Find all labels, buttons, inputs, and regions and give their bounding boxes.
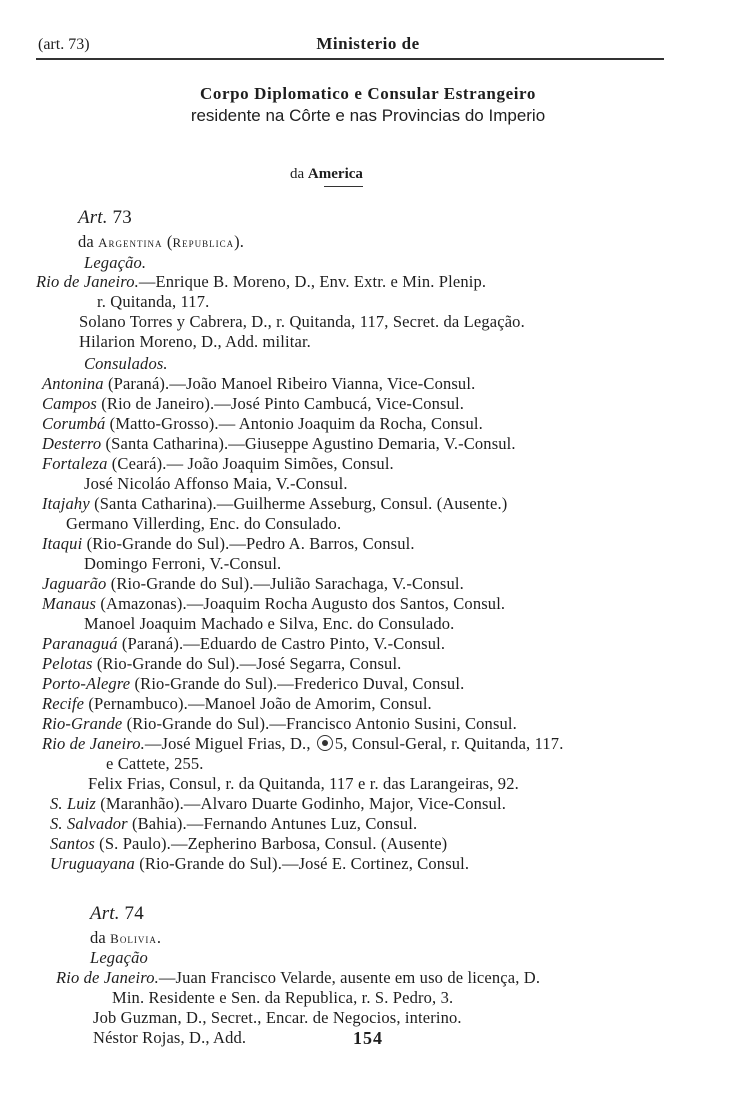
entry-line <box>42 734 563 754</box>
place-name: Itajahy <box>42 494 90 513</box>
entry-line <box>84 554 281 574</box>
entry-text: (Amazonas).—Joaquim Rocha Augusto dos Santos, Consul. <box>96 594 506 613</box>
place-name: Legação. <box>84 253 147 272</box>
entry-text: (Rio-Grande do Sul).—José E. Cortinez, Consul. <box>134 854 470 873</box>
section-underline <box>324 186 363 187</box>
place-name: Santos <box>50 834 95 853</box>
place-name: Fortaleza <box>42 454 108 473</box>
entry-line <box>42 374 475 394</box>
place-name: Rio de Janeiro. <box>36 272 139 291</box>
entry-text: e Cattete, 255. <box>106 754 204 773</box>
entry-line <box>42 714 517 734</box>
place-name: Consulados. <box>84 354 168 373</box>
article-number: 73 <box>107 207 132 228</box>
entry-line <box>66 514 341 534</box>
place-name: Rio de Janeiro. <box>56 968 159 987</box>
place-name: Art. <box>90 903 120 924</box>
entry-line <box>42 694 432 714</box>
place-name: Antonina <box>42 374 104 393</box>
entry-text: Manoel Joaquim Machado e Silva, Enc. do Consulado. <box>84 614 455 633</box>
place-name: Pelotas <box>42 654 93 673</box>
entry-text: (Rio-Grande do Sul).—Pedro A. Barros, Consul. <box>82 534 415 553</box>
entry-line <box>42 534 415 554</box>
entry-line <box>56 968 540 988</box>
place-name: Corumbá <box>42 414 106 433</box>
entry-line <box>42 594 505 614</box>
entry-text: Job Guzman, D., Secret., Encar. de Negocios, interino. <box>93 1008 462 1027</box>
entry-text: Domingo Ferroni, V.-Consul. <box>84 554 282 573</box>
country-name: Argentina <box>98 235 163 250</box>
entry-text: da <box>90 928 111 947</box>
entry-line <box>42 394 464 414</box>
entry-text: ( <box>162 232 173 251</box>
entry-line <box>79 312 525 332</box>
article-reference: (art. 73) <box>38 36 90 53</box>
place-name: Recife <box>42 694 85 713</box>
entry-text: José Nicoláo Affonso Maia, V.-Consul. <box>84 474 348 493</box>
entry-line <box>42 494 507 514</box>
country-name: Bolivia <box>110 931 157 946</box>
page-subtitle: residente na Côrte e nas Provincias do Imperio <box>190 106 546 125</box>
entry-line <box>42 414 483 434</box>
entry-line <box>50 814 417 834</box>
entry-line <box>42 674 464 694</box>
place-name: S. Salvador <box>50 814 128 833</box>
entry-text: ). <box>234 232 245 251</box>
crest-icon <box>317 735 333 751</box>
section-prefix: da <box>290 166 305 182</box>
entry-text: (Santa Catharina).—Giuseppe Agustino Demaria, V.-Consul. <box>101 434 516 453</box>
entry-line <box>42 654 401 674</box>
header-rule <box>36 58 664 60</box>
place-name: S. Luiz <box>50 794 96 813</box>
place-name: Rio-Grande <box>42 714 123 733</box>
entry-line <box>36 272 486 292</box>
section-heading <box>290 166 363 183</box>
section-name: America <box>307 166 363 182</box>
place-name: Itaqui <box>42 534 83 553</box>
entry-text: Min. Residente e Sen. da Republica, r. S. Pedro, 3. <box>112 988 454 1007</box>
place-name: Campos <box>42 394 97 413</box>
article-heading <box>78 208 132 228</box>
country-name: Republica <box>172 235 235 250</box>
place-name: Rio de Janeiro. <box>42 734 145 753</box>
entry-line <box>50 834 447 854</box>
place-name: Manaus <box>42 594 97 613</box>
entry-line <box>42 574 464 594</box>
entry-line <box>50 854 469 874</box>
entry-line <box>42 454 394 474</box>
entry-text: Felix Frias, Consul, r. da Quitanda, 117 e r. das Larangeiras, 92. <box>88 774 519 793</box>
entry-text: (Rio-Grande do Sul).—Julião Sarachaga, V.-Consul. <box>106 574 464 593</box>
entry-text: da <box>78 232 99 251</box>
entry-line <box>90 948 148 968</box>
place-name: Uruguayana <box>50 854 135 873</box>
entry-text: (Pernambuco).—Manoel João de Amorim, Consul. <box>84 694 432 713</box>
entry-line <box>106 754 204 774</box>
entry-text: (Bahia).—Fernando Antunes Luz, Consul. <box>127 814 418 833</box>
entry-text: Néstor Rojas, D., Add. <box>93 1028 247 1047</box>
entry-line <box>42 434 516 454</box>
article-number: 74 <box>119 903 144 924</box>
entry-text: (Rio de Janeiro).—José Pinto Cambucá, Vice-Consul. <box>97 394 465 413</box>
running-header: Ministerio de <box>316 34 420 53</box>
entry-text: (Paraná).—Eduardo de Castro Pinto, V.-Consul. <box>117 634 446 653</box>
entry-line <box>112 988 453 1008</box>
place-name: Legação <box>90 948 148 967</box>
entry-text: Hilarion Moreno, D., Add. militar. <box>79 332 311 351</box>
entry-text: Germano Villerding, Enc. do Consulado. <box>66 514 342 533</box>
entry-line <box>78 232 244 253</box>
entry-text: —José Miguel Frias, D., <box>144 734 315 753</box>
entry-text: (Matto-Grosso).— Antonio Joaquim da Rocha, Consul. <box>105 414 483 433</box>
entry-text: . <box>156 928 162 947</box>
page-number: 154 <box>353 1028 383 1048</box>
entry-text: r. Quitanda, 117. <box>97 292 210 311</box>
entry-line <box>84 474 348 494</box>
entry-line <box>84 253 146 273</box>
entry-text: (Paraná).—João Manoel Ribeiro Vianna, Vice-Consul. <box>103 374 476 393</box>
entry-text: (Maranhão).—Alvaro Duarte Godinho, Major, Vice-Consul. <box>95 794 506 813</box>
entry-text: (Rio-Grande do Sul).—Francisco Antonio Susini, Consul. <box>122 714 517 733</box>
entry-text: (Rio-Grande do Sul).—Frederico Duval, Consul. <box>130 674 465 693</box>
entry-text: —Enrique B. Moreno, D., Env. Extr. e Min. Plenip. <box>138 272 487 291</box>
entry-line <box>97 292 209 312</box>
entry-line <box>88 774 519 794</box>
entry-line <box>84 354 168 374</box>
entry-text: (S. Paulo).—Zepherino Barbosa, Consul. (Ausente) <box>94 834 448 853</box>
entry-line <box>42 634 445 654</box>
place-name: Porto-Alegre <box>42 674 131 693</box>
entry-line <box>79 332 311 352</box>
place-name: Jaguarão <box>42 574 107 593</box>
entry-text: —Juan Francisco Velarde, ausente em uso de licença, D. <box>158 968 541 987</box>
entry-text: (Ceará).— João Joaquim Simões, Consul. <box>107 454 394 473</box>
entry-text: Solano Torres y Cabrera, D., r. Quitanda, 117, Secret. da Legação. <box>79 312 525 331</box>
entry-line <box>84 614 454 634</box>
entry-text: (Santa Catharina).—Guilherme Asseburg, Consul. (Ausente.) <box>89 494 508 513</box>
entry-text: 5, Consul-Geral, r. Quitanda, 117. <box>334 734 564 753</box>
place-name: Art. <box>78 207 108 228</box>
entry-line <box>93 1008 462 1028</box>
article-heading <box>90 904 144 924</box>
entry-line <box>90 928 161 949</box>
entry-text: (Rio-Grande do Sul).—José Segarra, Consul. <box>92 654 402 673</box>
place-name: Paranaguá <box>42 634 118 653</box>
page-title: Corpo Diplomatico e Consular Estrangeiro <box>200 84 536 103</box>
entry-line <box>50 794 506 814</box>
place-name: Desterro <box>42 434 102 453</box>
